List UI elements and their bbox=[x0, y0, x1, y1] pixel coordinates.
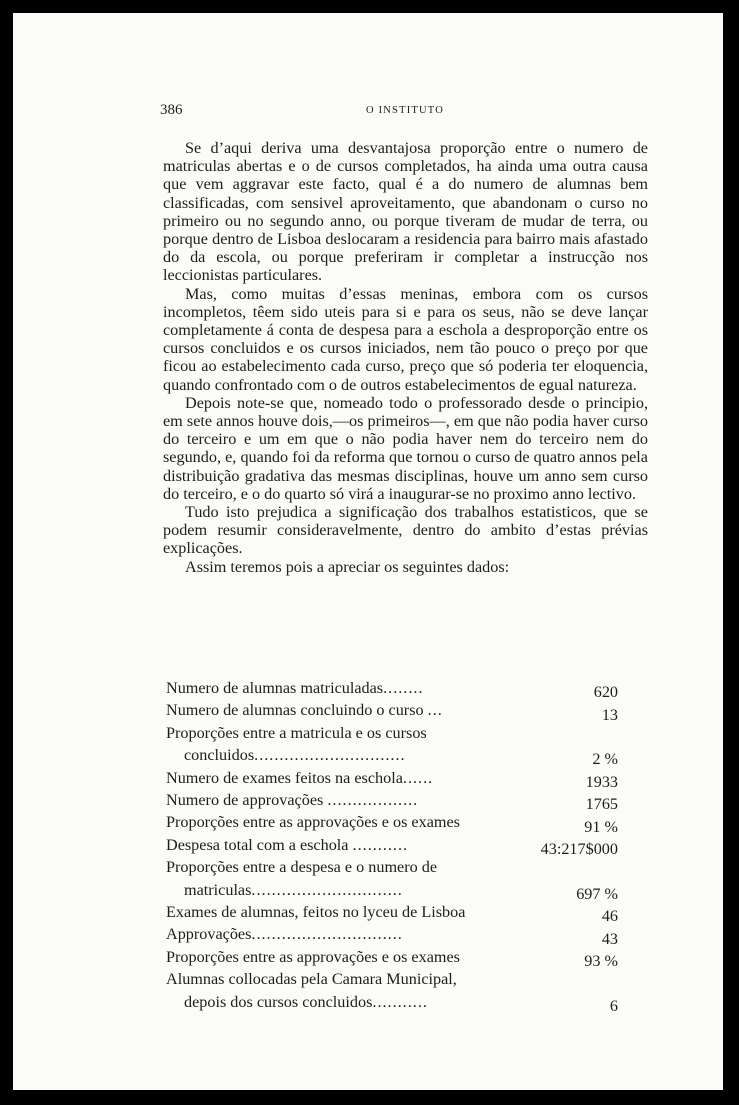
stat-row bbox=[166, 858, 646, 880]
stat-label: Proporções entre as approvações e os exames bbox=[166, 813, 460, 832]
paragraph: Se d’aqui deriva uma desvantajosa proporção entre o numero de matriculas abertas e o de cursos completados, ha ainda uma outra causa que vem aggravar este facto, qual é a do numero de alumnas bem classificadas, com sensivel aproveitamento, que abandonam o curso no primeiro ou no segundo anno, ou porque tiveram de mudar de terra, ou porque dentro de Lisboa deslocaram a residencia para bairro mais afastado do da escola, ou porque preferiram ir completar a instrucção nos leccionistas particulares. bbox=[163, 139, 648, 285]
stat-row bbox=[166, 813, 646, 835]
stat-row bbox=[166, 948, 646, 970]
paragraph: Tudo isto prejudica a significação dos trabalhos estatisticos, que se podem resumir consideravelmente, dentro do ambito d’estas prévias explicações. bbox=[163, 503, 648, 558]
stat-row bbox=[166, 836, 646, 858]
stat-row bbox=[166, 791, 646, 813]
stat-label: Proporções entre as approvações e os exames bbox=[166, 947, 460, 966]
paragraph: Assim teremos pois a apreciar os seguintes dados: bbox=[185, 557, 510, 576]
stat-label: Proporções entre a matricula e os cursos bbox=[166, 723, 427, 742]
stat-value: 620 bbox=[593, 683, 618, 702]
stat-row bbox=[166, 925, 646, 947]
stat-label: Proporções entre a despesa e o numero de bbox=[166, 858, 438, 877]
stat-row bbox=[166, 881, 646, 903]
stat-label: Numero de alumnas matriculadas........ bbox=[166, 679, 424, 697]
stat-value: 93 % bbox=[584, 952, 618, 971]
stat-row bbox=[166, 970, 646, 992]
stat-row bbox=[166, 724, 646, 746]
stat-label: Despesa total com a eschola ........... bbox=[166, 835, 409, 854]
stat-value: 1765 bbox=[585, 795, 618, 814]
document-page bbox=[13, 13, 723, 1090]
statistics-table bbox=[166, 679, 646, 1015]
stat-row bbox=[166, 993, 646, 1015]
stat-value: 6 bbox=[609, 996, 618, 1015]
stat-label: Alumnas collocadas pela Camara Municipal, bbox=[166, 970, 457, 989]
stat-label: Numero de exames feitos na eschola...... bbox=[166, 768, 434, 787]
stat-value: 43 bbox=[601, 929, 618, 948]
stat-value: 46 bbox=[601, 907, 618, 926]
stat-row bbox=[166, 746, 646, 768]
stat-label: Numero de approvações .................. bbox=[166, 791, 419, 810]
page-header bbox=[160, 102, 650, 122]
stat-label-continued: concluidos.............................. bbox=[184, 746, 406, 765]
stat-value: 13 bbox=[601, 705, 618, 724]
stat-label-continued: depois dos cursos concluidos........... bbox=[184, 992, 428, 1011]
stat-value: 697 % bbox=[576, 884, 618, 903]
stat-row bbox=[166, 769, 646, 791]
stat-value: 43:217$000 bbox=[540, 840, 618, 859]
stat-value: 91 % bbox=[584, 817, 618, 836]
stat-value: 1933 bbox=[585, 772, 618, 791]
paragraph: Mas, como muitas d’essas meninas, embora com os cursos incompletos, têem sido uteis para si e para os seus, não se deve lançar completamente á conta de despesa para a eschola a desproporção entre os cursos concluidos e os cursos iniciados, nem tão pouco o preço por que ficou ao estabelecimento cada curso, preço que só poderia ter eloquencia, quando confrontado com o de outros estabelecimentos de egual natureza. bbox=[163, 284, 648, 394]
running-title: O INSTITUTO bbox=[365, 105, 445, 116]
stat-row bbox=[166, 903, 646, 925]
stat-label: Exames de alumnas, feitos no lyceu de Lisboa bbox=[166, 903, 466, 922]
stat-label-continued: matriculas.............................. bbox=[184, 880, 403, 899]
stat-value: 2 % bbox=[592, 750, 618, 769]
page-number: 386 bbox=[160, 102, 183, 118]
paragraph: Depois note-se que, nomeado todo o professorado desde o principio, em sete annos houve dois,—os primeiros—, em que não podia haver curso do terceiro e um em que o não podia haver nem do terceiro nem do segundo, e, quando foi da reforma que tornou o curso de quatro annos pela distribuição gradativa das mesmas disciplinas, houve um anno sem curso do terceiro, e o do quarto só virá a inaugurar-se no proximo anno lectivo. bbox=[163, 393, 648, 503]
stat-label: Approvações.............................. bbox=[166, 925, 403, 944]
stat-row bbox=[166, 679, 646, 701]
body-text bbox=[163, 139, 648, 576]
stat-row bbox=[166, 701, 646, 723]
stat-label: Numero de alumnas concluindo o curso ... bbox=[166, 701, 443, 720]
